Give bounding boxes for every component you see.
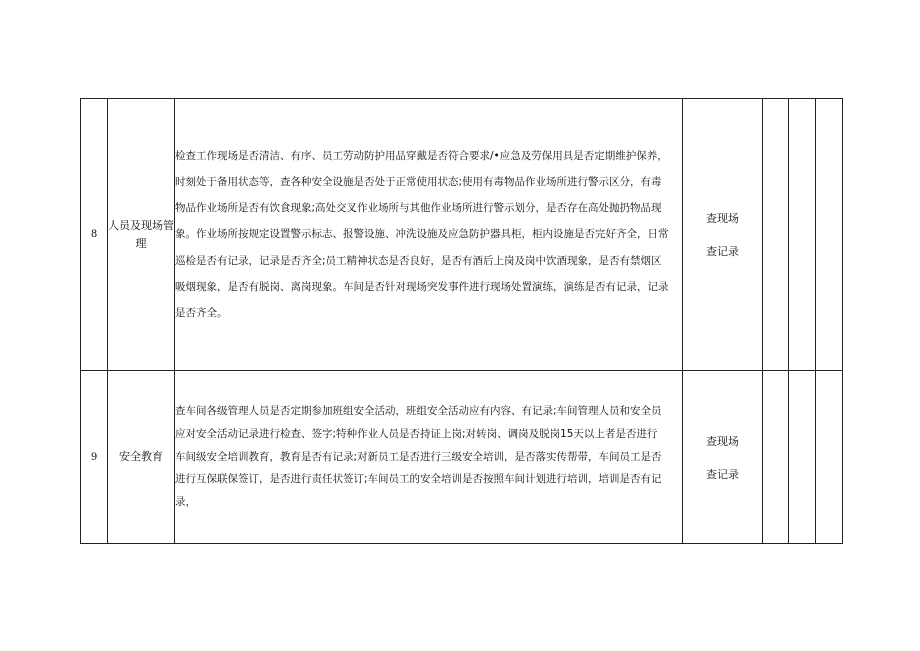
blank-cell	[816, 371, 843, 544]
blank-cell	[763, 99, 789, 371]
inspection-content-cell	[175, 371, 683, 544]
row-number: 8	[81, 99, 108, 371]
inspection-item: 安全教育	[108, 371, 175, 544]
method-line: 查现场	[706, 434, 739, 448]
inspection-table	[80, 98, 843, 544]
method-line: 查现场	[706, 212, 739, 225]
blank-cell	[789, 371, 816, 544]
blank-cell	[789, 99, 816, 371]
inspection-content-cell	[175, 99, 683, 371]
blank-cell	[763, 371, 789, 544]
table-row	[81, 371, 843, 544]
method-line: 查记录	[706, 245, 739, 258]
inspection-content: 查车间各级管理人员是否定期参加班组安全活动，班组安全活动应有内容、有记录;车间管理人员和安全员 应对安全活动记录进行检查、签字;特种作业人员是否持证上岗;对转岗、调岗及脱岗15天以上者是否进行 车间级安全培训教育，教育是否有记录;对新员工是否进行三级安全培训，是否落实传帮带，车间员工是否 进行互保联保签订，是否进行责任状签订;车间员工的安全培训是否按照车间计划进行培训，培训是否有记 录，	[175, 405, 662, 509]
row-number: 9	[81, 371, 108, 544]
inspection-item: 人员及现场管理	[108, 99, 175, 371]
inspection-content: 检查工作现场是否清洁、有序、员工劳动防护用品穿戴是否符合要求/•应急及劳保用具是否定期维护保养， 时刻处于备用状态等，查各种安全设施是否处于正常使用状态;使用有毒物品作业场所进行警示区分，有毒 物品作业场所是否有饮食现象;高处交叉作业场所与其他作业场所进行警示划分，是否存在高处抛扔物品现 象。作业场所按规定设置警示标志、报警设施、冲洗设施及应急防护器具柜，柜内设施是否完好齐全，日常 巡检是否有记录，记录是否齐全;员工精神状态是否良好，是否有酒后上岗及岗中饮酒现象，是否有禁烟区 吸烟现象，是否有脱岗、离岗现象。车间是否针对现场突发事件进行现场处置演练，演练是否有记录，记录 是否齐全。	[175, 149, 669, 319]
blank-cell	[816, 99, 843, 371]
inspection-method	[683, 371, 763, 544]
table-row	[81, 99, 843, 371]
method-line: 查记录	[706, 467, 739, 481]
inspection-method	[683, 99, 763, 371]
